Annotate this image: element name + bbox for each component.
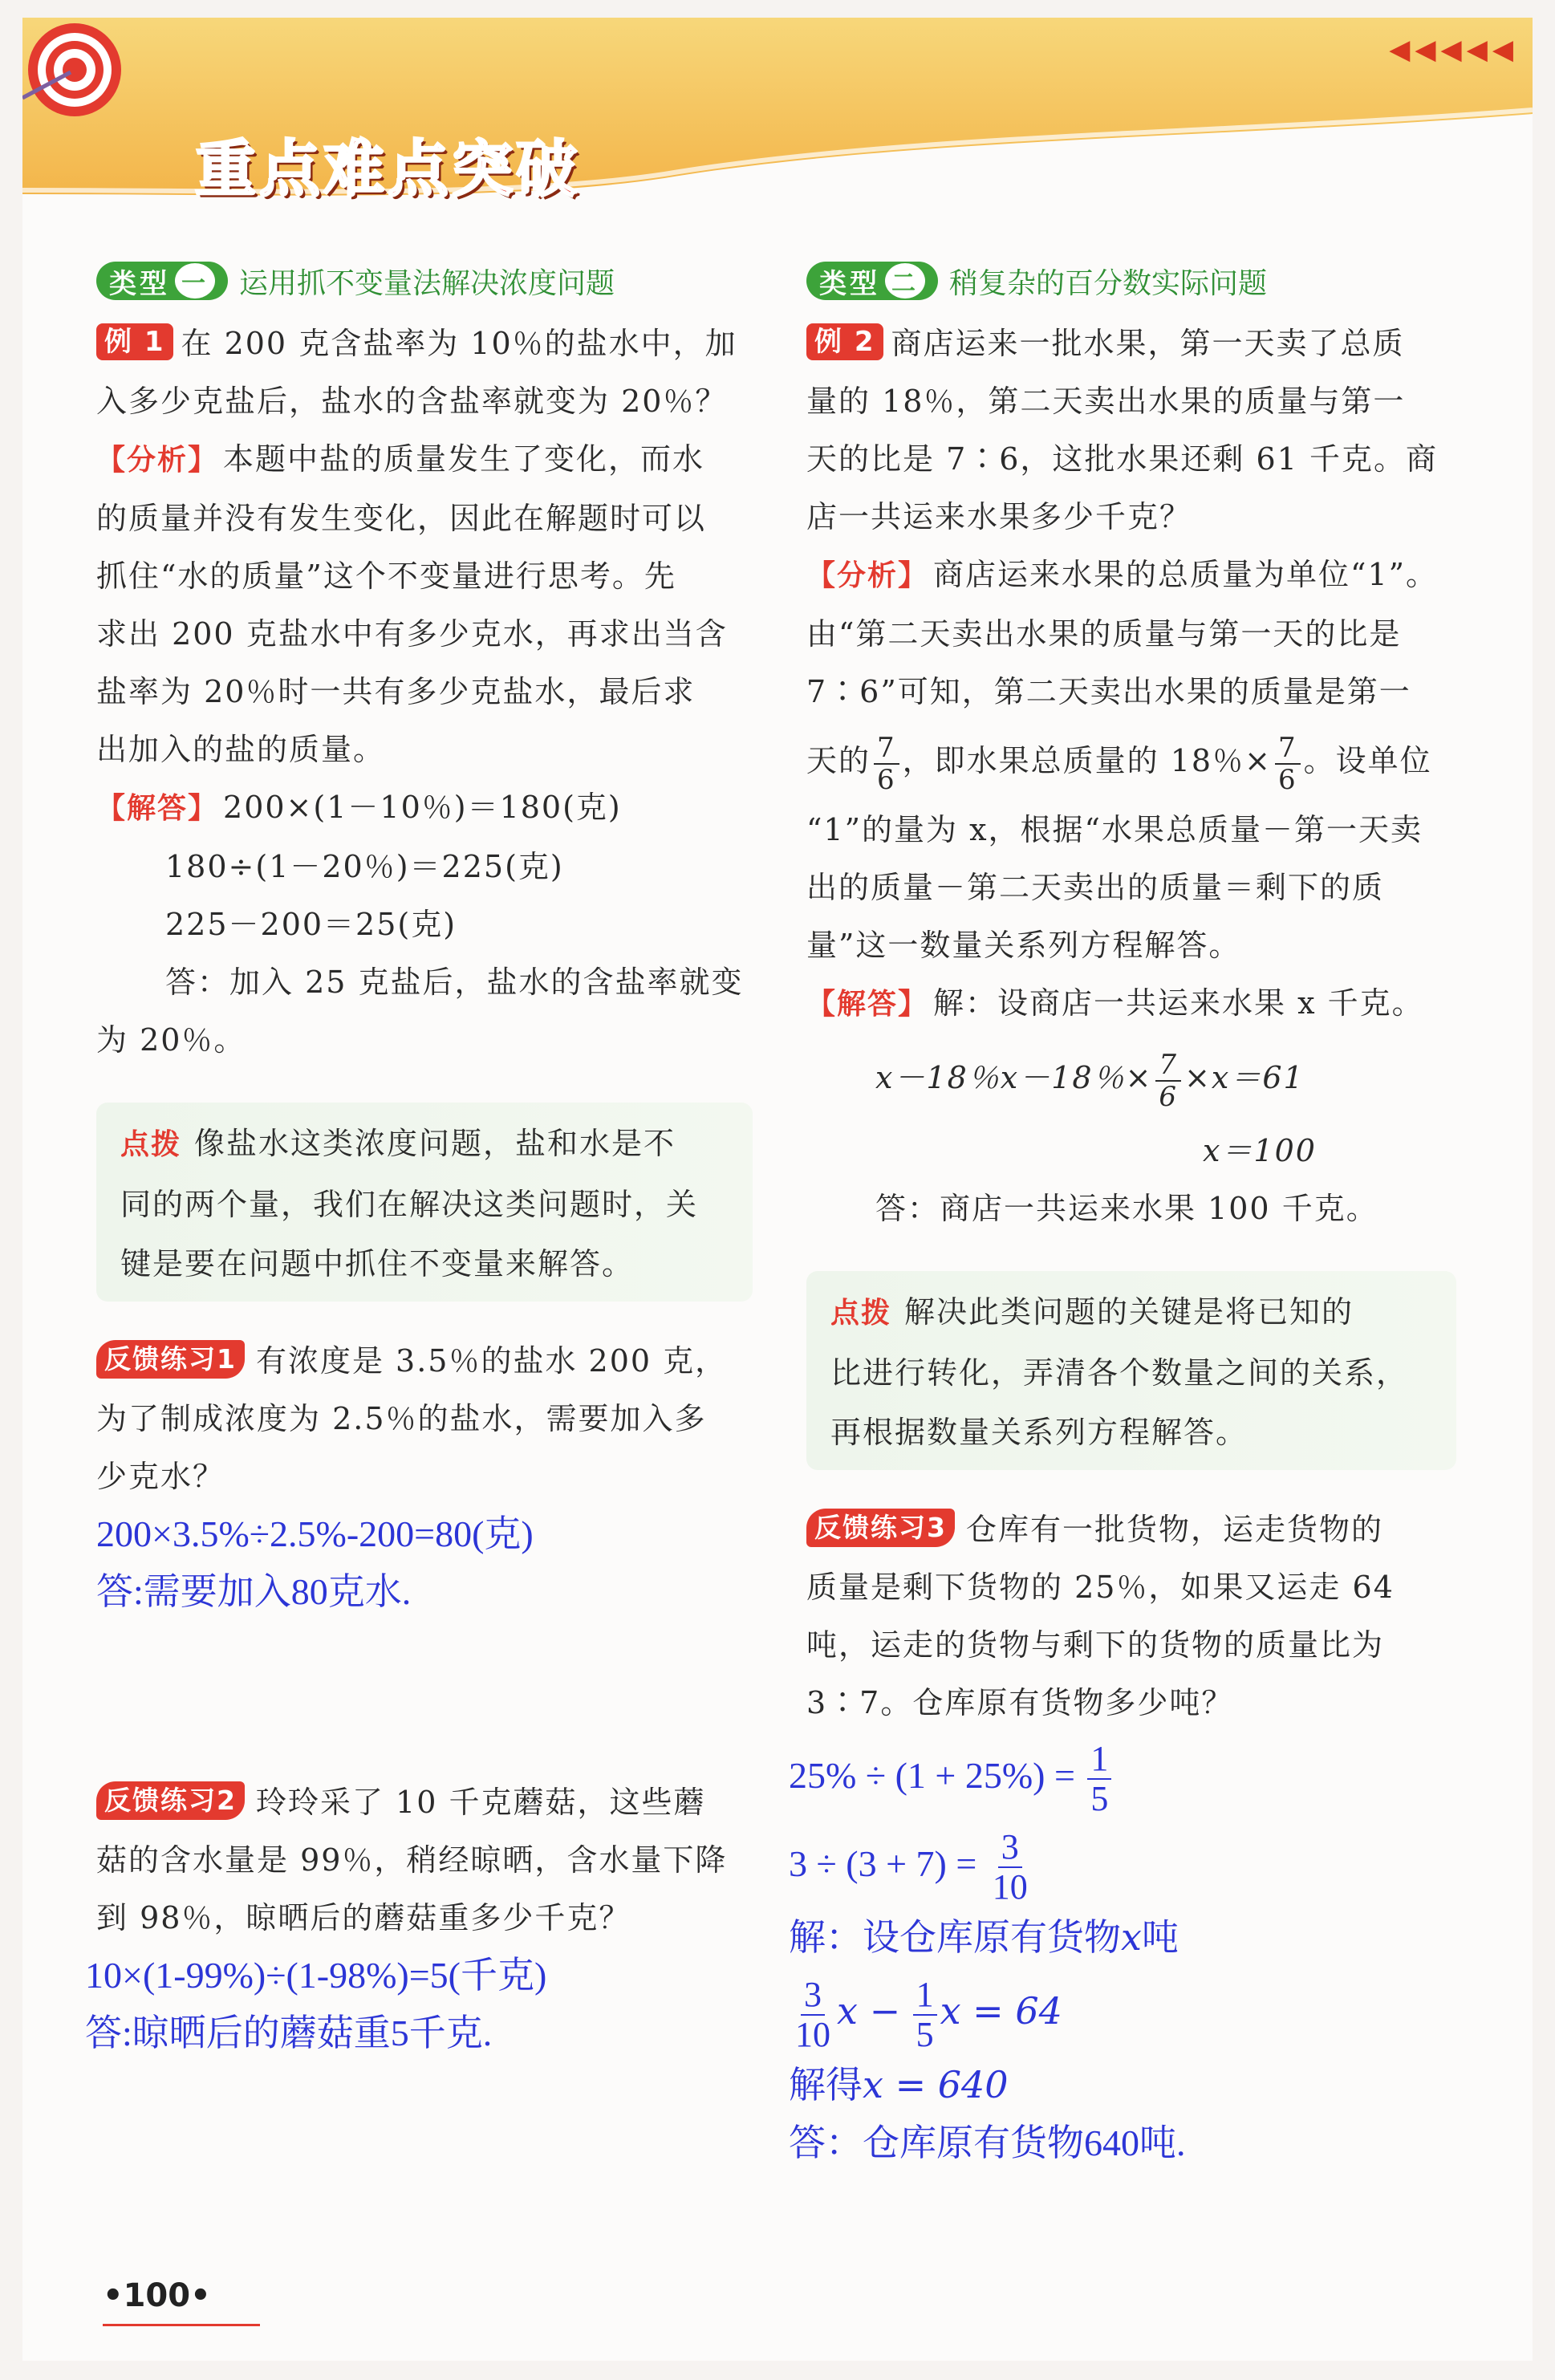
feedback1-question: 反馈练习1 有浓度是 3.5％的盐水 200 克， 为了制成浓度为 2.5％的盐水，需要加入多 少克水？ [96,1332,753,1505]
target-icon [22,18,127,122]
solution-tag: 【解答】 [96,792,219,825]
tip-label: 点拨 [830,1297,892,1330]
example1-question: 例 1 在 200 克含盐率为 10％的盐水中，加 入多少克盐后，盐水的含盐率就变为 20％？ [96,315,753,430]
feedback3-question: 反馈练习3 仓库有一批货物，运走货物的 质量是剩下货物的 25％，如果又运走 64 吨，运走的货物与剩下的货物的质量比为 3∶7。仓库原有货物多少吨？ [806,1501,1456,1732]
left-column [85,257,753,2062]
example1-solution: 【解答】 200×(1－10％)＝180(克) 180÷(1－20％)＝225(克) 225－200＝25(克) 答：加入 25 克盐后，盐水的含盐率就变 为 20％。 [96,790,744,1058]
type1-tag: 类型 一 [96,262,228,300]
fraction-7-6: $\frac{7}{6}$ [874,734,899,794]
fraction-7-6: $\frac{7}{6}$ [1155,1051,1181,1111]
type1-heading [96,257,753,305]
example1-analysis: 【分析】 本题中盐的质量发生了变化，而水 的质量并没有发生变化，因此在解题时可以 抓住“水的质量”这个不变量进行思考。先 求出 200 克盐水中有多少克水，再求出当含 盐率为 20％时一共有多少克盐水，最后求 出加入的盐的质量。 [96,441,728,767]
analysis-tag: 【分析】 [806,559,929,592]
page-number: •100• [103,2277,211,2314]
tip-label: 点拨 [120,1128,182,1161]
example2-tag: 例 2 [806,323,883,360]
feedback3-answer: 25% ÷ (1 + 25%) = $\frac{1}{5}$ 3 ÷ (3 + 7) = $\frac{3}{10}$ 解：设仓库原有货物x吨 $\frac{3}{10}$ x − $\frac{1}{5}$ x = 64 解得x = 640 答：仓库原有货物640吨. [789,1739,1186,2163]
type2-title: 稍复杂的百分数实际问题 [949,266,1268,300]
fraction-1-5: $\frac{1}{5}$ [1087,1741,1111,1817]
page-footer [103,2277,211,2314]
tip-box-left: 点拨 像盐水这类浓度问题，盐和水是不 同的两个量，我们在解决这类问题时，关 键是要在问题中抓住不变量来解答。 [96,1103,753,1302]
type1-title: 运用抓不变量法解决浓度问题 [239,266,615,300]
fraction-7-6: $\frac{7}{6}$ [1275,734,1301,794]
arrow-decoration: ◀◀◀◀◀ [1389,34,1518,66]
equation-2: x＝100 [1203,1133,1317,1168]
type2-heading [806,257,1456,305]
feedback3-tag: 反馈练习3 [806,1509,955,1547]
feedback1-tag: 反馈练习1 [96,1340,245,1379]
example2-question: 例 2 商店运来一批水果，第一天卖了总质 量的 18％，第二天卖出水果的质量与第一 天的比是 7∶6，这批水果还剩 61 千克。商 店一共运来水果多少千克？ [806,315,1456,546]
type2-tag: 类型 二 [806,262,938,300]
example2-analysis: 【分析】 商店运来水果的总质量为单位“1”。 由“第二天卖出水果的质量与第一天的比是 7∶6”可知，第二天卖出水果的质量是第一 天的 $\frac{7}{6}$ ，即水果总质量的 18％× $\frac{7}{6}$ 。设单位 “1”的量为 x，根据“水果总质量－第一天卖 出的质量－第二天卖出的质量＝剩下的质 量”这一数量关系列方程解答。 [806,557,1439,963]
fraction-1-5: $\frac{1}{5}$ [913,1977,937,2053]
tip-box-right: 点拨 解决此类问题的关键是将已知的 比进行转化，弄清各个数量之间的关系， 再根据数量关系列方程解答。 [806,1271,1456,1470]
analysis-tag: 【分析】 [96,444,219,477]
feedback1-answer: 200×3.5%÷2.5%-200=80(克) 答:需要加入80克水. [96,1513,534,1612]
fraction-3-10: $\frac{3}{10}$ [992,1827,1028,1907]
feedback2-answer: 10×(1-99%)÷(1-98%)=5(千克) 答:晾晒后的蘑菇重5千克. [85,1955,547,2053]
feedback2-question: 反馈练习2 玲玲采了 10 千克蘑菇，这些蘑 菇的含水量是 99％，稍经晾晒，含水量下降 到 98％，晾晒后的蘑菇重多少千克？ [96,1773,753,1947]
right-column [789,257,1456,2172]
feedback2-tag: 反馈练习2 [96,1781,245,1820]
page-title: 重点难点突破 [195,133,580,202]
example2-solution: 【解答】 解：设商店一共运来水果 x 千克。 x－18％x－18％× $\frac{7}{6}$ ×x＝61 x＝100 答：商店一共运来水果 100 千克。 [806,974,1456,1237]
footer-underline [103,2324,260,2326]
solution-tag: 【解答】 [806,988,929,1021]
fraction-3-10: $\frac{3}{10}$ [795,1975,830,2055]
section-header [22,18,1533,202]
equation-1: x－18％x－18％× $\frac{7}{6}$ ×x＝61 [875,1048,1305,1113]
example1-tag: 例 1 [96,323,173,360]
